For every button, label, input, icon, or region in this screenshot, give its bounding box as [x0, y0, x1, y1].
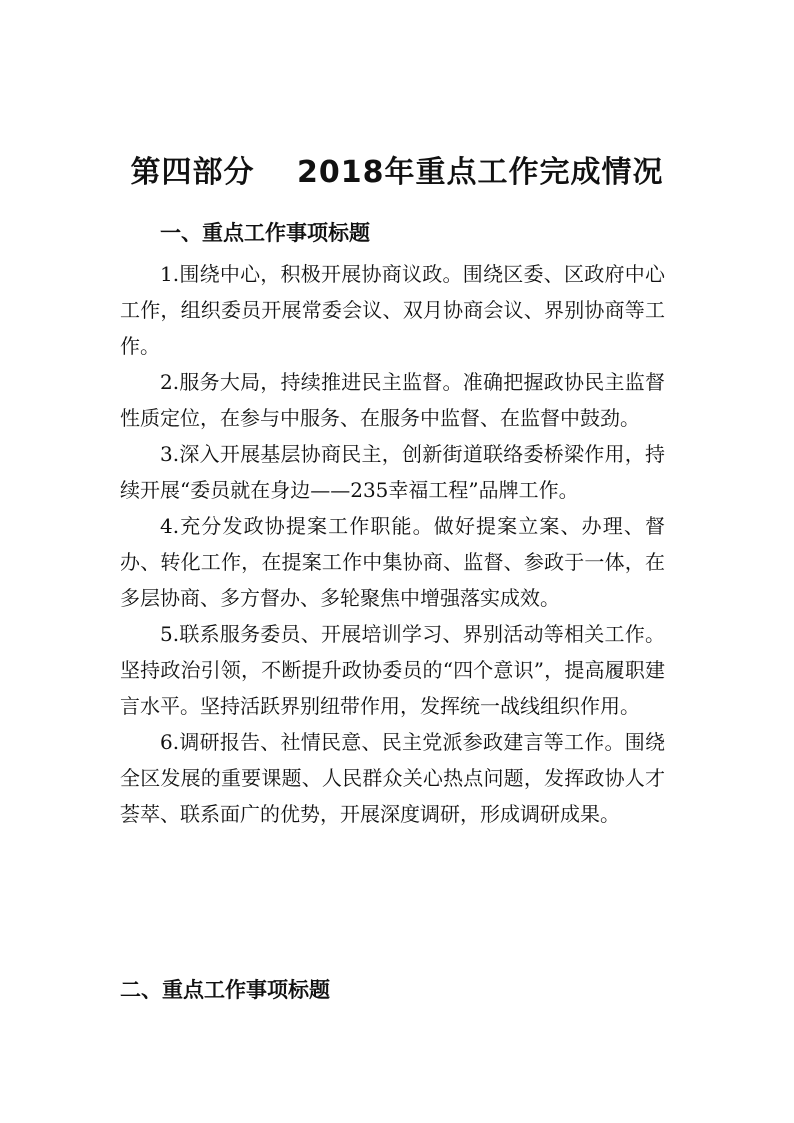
paragraph-6: 6.调研报告、社情民意、民主党派参政建言等工作。围绕全区发展的重要课题、人民群众关心热点问题，发挥政协人才荟萃、联系面广的优势，开展深度调研，形成调研成果。	[120, 730, 665, 826]
paragraph-4: 4.充分发政协提案工作职能。做好提案立案、办理、督办、转化工作，在提案工作中集协商、监督、参政于一体，在多层协商、多方督办、多轮聚焦中增强落实成效。	[120, 514, 665, 610]
section-1-body	[120, 256, 665, 832]
paragraph-1: 1.围绕中心，积极开展协商议政。围绕区委、区政府中心工作，组织委员开展常委会议、双月协商会议、界别协商等工作。	[120, 262, 665, 358]
paragraph-5: 5.联系服务委员、开展培训学习、界别活动等相关工作。坚持政治引领，不断提升政协委员的“四个意识”，提高履职建言水平。坚持活跃界别纽带作用，发挥统一战线组织作用。	[120, 622, 665, 718]
section-heading-1: 一、重点工作事项标题	[160, 221, 370, 245]
paragraph-2: 2.服务大局，持续推进民主监督。准确把握政协民主监督性质定位，在参与中服务、在服务中监督、在监督中鼓劲。	[120, 370, 665, 430]
paragraph-3: 3.深入开展基层协商民主，创新街道联络委桥梁作用，持续开展“委员就在身边——235幸福工程”品牌工作。	[120, 442, 665, 502]
section-heading-2: 二、重点工作事项标题	[120, 978, 330, 1002]
page-title: 第四部分 2018年重点工作完成情况	[130, 155, 664, 190]
